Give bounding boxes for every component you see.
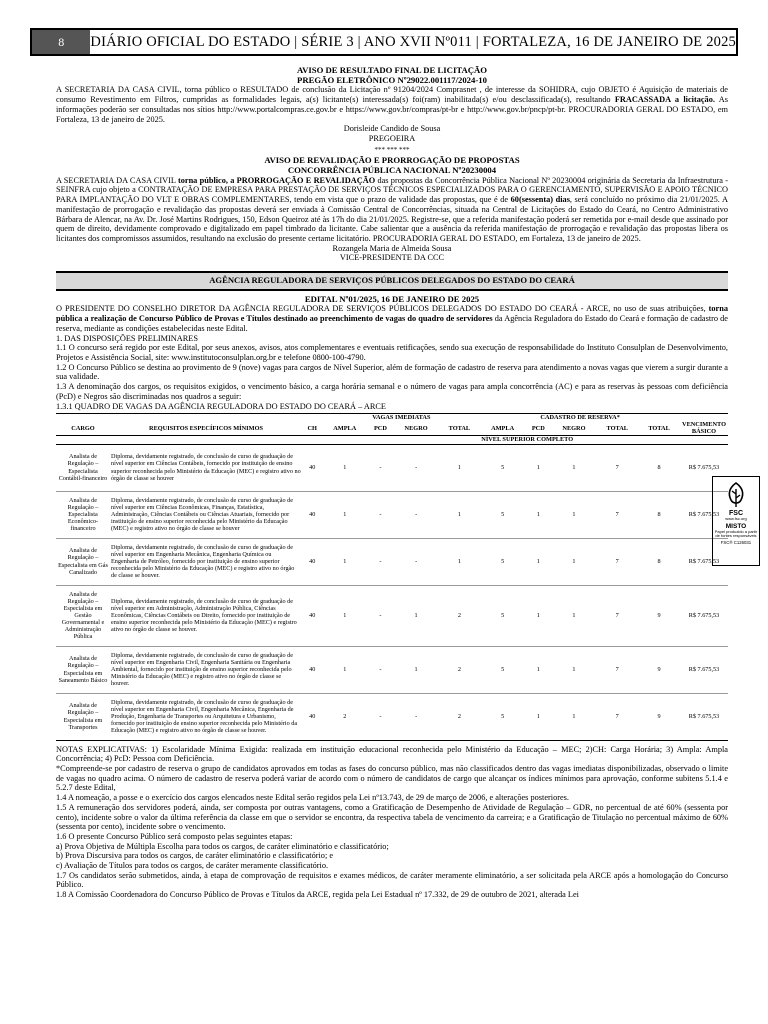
notice-result-body (56, 85, 728, 124)
th-pcd-2: PCD (531, 424, 545, 432)
notice-revalidation (56, 156, 728, 263)
cell-pcd-2: 1 (525, 693, 552, 740)
th-req: REQUISITOS ESPECÍFICOS MÍNIMOS (149, 424, 263, 432)
cell-vencimento: R$ 7.675,53 (680, 585, 728, 646)
agency-section-bar: AGÊNCIA REGULADORA DE SERVIÇOS PÚBLICOS DELEGADOS DO ESTADO DO CEARÁ (56, 271, 728, 291)
th-empty-1 (56, 414, 110, 422)
notice-revalidation-title: AVISO DE REVALIDAÇÃO E PRORROGAÇÃO DE PROPOSTAS (264, 155, 520, 166)
cell-req: Diploma, devidamente registrado, de conclusão de curso de graduação de nível superior em Ciências Econômicas, Finanças, Estatística, Administração, Ciências Contábeis ou Ciências Atuariais, fornecido por instituição de ensino superior reconhecida pelo Ministério da Educação (MEC) e registro ativo no órgão de classe se houver (110, 491, 302, 538)
page-header (30, 28, 738, 56)
th-total-3: TOTAL (648, 424, 670, 432)
cell-total-3: 8 (638, 538, 680, 585)
th-level-empty (56, 436, 480, 444)
edital (56, 295, 728, 411)
notice-result-text-end: As informações poderão ser consultadas nos sítios http://www.portalcompras.ce.gov.br e https://www.gov.br/compras/pt-br e http://www.gov.br/pncp/pt-br. PROCURADORIA GERAL DO ESTADO, em Fortaleza, 13 de janeiro de 2025. (56, 95, 728, 124)
fsc-tree-icon (721, 480, 751, 510)
cell-vencimento: R$ 7.675,53 (680, 491, 728, 538)
th-total: TOTAL (448, 424, 471, 432)
cell-ampla-2: 5 (480, 585, 525, 646)
cell-negro-2: 1 (552, 585, 597, 646)
cell-ampla-2: 5 (480, 444, 525, 491)
cell-ampla: 1 (322, 538, 367, 585)
page-number: 8 (32, 30, 90, 54)
journal-header-title: DIÁRIO OFICIAL DO ESTADO | SÉRIE 3 | ANO XVII Nº011 | FORTALEZA, 16 DE JANEIRO DE 2025 (90, 33, 736, 50)
cell-vencimento: R$ 7.675,53 (680, 693, 728, 740)
cell-total-2: 7 (596, 693, 638, 740)
table-row (56, 491, 728, 538)
cell-negro: - (394, 491, 439, 538)
cell-negro-2: 1 (552, 693, 597, 740)
cell-pcd: - (367, 444, 394, 491)
cell-cargo: Analista de Regulação – Especialista Contábil-financeiro (56, 444, 110, 491)
edital-item-1-8: 1.8 A Comissão Coordenadora do Concurso Público de Provas e Títulos da ARCE, regida pela Lei Estadual nº 17.332, de 29 de outubro de 2021, alterada Lei (56, 890, 579, 900)
cell-negro-2: 1 (552, 444, 597, 491)
notice-result-text: A SECRETARIA DA CASA CIVIL, torna público o RESULTADO de conclusão da Licitação nº 91204/2024 Comprasnet , de interesse da SOHIDRA, cujo OBJETO é Aquisição de materiais de consumo Revestimento em Filtros, cumpridas as formalidades legais, a(s) licitante(s) interessada(s) foi(ram) inabilitada(s) e/ou desclassificada(s), resultando (56, 85, 728, 105)
cell-req: Diploma, devidamente registrado, de conclusão de curso de graduação de nível superior em Engenharia Civil, Engenharia Mecânica, Engenharia de Produção, Engenharia de Transportes ou Arquitetura e Urbanismo, fornecido por instituição de ensino superior reconhecida pelo Ministério da Educação (MEC) e registro ativo no órgão de classe se houver. (110, 693, 302, 740)
cell-req: Diploma, devidamente registrado, de conclusão de curso de graduação de nível superior em Engenharia Mecânica, Engenharia Química ou Engenharia de Petróleo, fornecido por instituição de ensino superior reconhecida pelo Ministério da Educação (MEC) e registro ativo no órgão de classe se houver. (110, 538, 302, 585)
edital-item-1-4: 1.4 A nomeação, a posse e o exercício dos cargos elencados neste Edital serão regidos pela Lei nº13.743, de 29 de março de 2006, e alterações posteriores. (56, 793, 569, 803)
notice-revalidation-text-a: A SECRETARIA DA CASA CIVIL (56, 175, 178, 185)
cell-ampla-2: 5 (480, 538, 525, 585)
edital-item-1-6-c: c) Avaliação de Títulos para todos os cargos, de caráter meramente classificatório. (56, 861, 329, 871)
cell-ampla: 1 (322, 444, 367, 491)
notice-result-bold: FRACASSADA a licitação. (614, 95, 715, 105)
cell-ampla-2: 5 (480, 693, 525, 740)
edital-intro (56, 304, 728, 333)
cell-negro: 1 (394, 646, 439, 693)
fsc-seal (712, 476, 760, 566)
edital-intro-bold: torna pública a realização de Concurso Público de Provas e Títulos destinado ao preenchimento de vagas do quadro de servidores (56, 304, 728, 324)
cell-total: 2 (438, 646, 480, 693)
table-row (56, 585, 728, 646)
cell-ch: 40 (302, 693, 322, 740)
cell-ch: 40 (302, 538, 322, 585)
cell-cargo: Analista de Regulação – Especialista em Gestão Governamental e Administração Pública (56, 585, 110, 646)
cell-pcd-2: 1 (525, 444, 552, 491)
cell-negro: 1 (394, 585, 439, 646)
cell-cargo: Analista de Regulação – Especialista em Saneamento Básico (56, 646, 110, 693)
cell-negro: - (394, 444, 439, 491)
cell-total: 1 (438, 491, 480, 538)
edital-item-1-3: 1.3 A denominação dos cargos, os requisitos exigidos, o vencimento básico, a carga horária semanal e o número de vagas para ampla concorrência (AC) e para as reservas às pessoas com deficiência (PcD) e Negros são discriminadas nos quadros a seguir: (56, 382, 728, 401)
cell-total-3: 9 (638, 585, 680, 646)
cell-vencimento: R$ 7.675,53 (680, 646, 728, 693)
edital-item-1-6-b: b) Prova Discursiva para todos os cargos, de caráter eliminatório e classificatório; e (56, 851, 334, 861)
cell-ch: 40 (302, 444, 322, 491)
cell-ampla-2: 5 (480, 491, 525, 538)
th-ampla-2: AMPLA (491, 424, 515, 432)
cell-total: 1 (438, 538, 480, 585)
edital-item-1-5: 1.5 A remuneração dos servidores poderá, ainda, ser composta por outras vantagens, como a Gratificação de Desempenho de Atividade de Regulação – GDR, no percentual de até 60% (sessenta por cento), incidente sobre o valor da última referência da classe em que o servidor se encontra, da respectiva tabela de vencimento da carreira; e a Gratificação de Titulação no percentual máximo de 60% (sessenta por cento), incidente sobre o vencimento. (56, 802, 728, 832)
cell-total-3: 8 (638, 444, 680, 491)
cell-total-2: 7 (596, 585, 638, 646)
explanatory-notes (56, 745, 728, 900)
edital-item-1-7: 1.7 Os candidatos serão submetidos, ainda, à etapa de comprovação de requisitos e exames médicos, de caráter meramente eliminatório, a ser solicitada pela ARCE após a homologação do Concurso Público. (56, 870, 728, 890)
cell-total: 2 (438, 693, 480, 740)
edital-title: EDITAL Nº01/2025, 16 DE JANEIRO DE 2025 (304, 293, 480, 304)
cell-pcd-2: 1 (525, 585, 552, 646)
cell-negro: - (394, 538, 439, 585)
cell-total-3: 9 (638, 693, 680, 740)
cell-pcd: - (367, 538, 394, 585)
th-empty-4 (680, 414, 728, 422)
edital-intro-text-end: da Agência Reguladora do Estado do Ceará e formação de cadastro de reserva, mediante as condições estabelecidas neste Edital. (56, 314, 728, 333)
table-row (56, 693, 728, 740)
cell-vencimento: R$ 7.675,53 (680, 538, 728, 585)
notice-revalidation-text-c: , será concluído no próximo dia 21/01/2025. A manifestação de prorrogação e revalidação das propostas deverá ser enviada à Comissão Central de Concorrências, situada na Central de Licitações do Estado do Ceará, no Centro Administrativo Bárbara de Alencar, na Av. Dr. José Martins Rodrigues, 150, Edson Queiroz até às 17h do dia 21/01/2025. Registre-se, que a referida manifestação poderá ser remetida por e-mail desde que assinado por quem de direito, devidamente comprovado e digitalizado em papel timbrado da licitante. Cabe salientar que a ausência da referida manifestação de prorrogação e revalidação das propostas libera os licitantes dos compromissos assumidos, resultando na exclusão do presente certame licitatório. PROCURADORIA GERAL DO ESTADO, em Fortaleza, 13 de janeiro de 2025. (56, 195, 728, 243)
th-empty-3 (302, 414, 322, 422)
cell-total-2: 7 (596, 646, 638, 693)
cell-ampla: 2 (322, 693, 367, 740)
edital-item-1-6-a: a) Prova Objetiva de Múltipla Escolha para todos os cargos, de caráter eliminatório e classificatório; (56, 841, 389, 851)
th-ch: CH (307, 424, 317, 432)
notice-revalidation-bold-1: torna público, a PRORROGAÇÃO E REVALIDAÇÃO (177, 175, 376, 185)
cell-ch: 40 (302, 491, 322, 538)
th-group-vagas: VAGAS IMEDIATAS (322, 414, 480, 422)
fsc-mark: FSC (729, 510, 743, 517)
th-group-cadastro: CADASTRO DE RESERVA* (480, 414, 680, 422)
th-vencimento: VENCIMENTO BÁSICO (682, 421, 726, 436)
edital-section-1: 1. DAS DISPOSIÇÕES PRELIMINARES (56, 333, 198, 343)
cell-vencimento: R$ 7.675,53 (680, 444, 728, 491)
th-pcd: PCD (373, 424, 387, 432)
note-explicativas: NOTAS EXPLICATIVAS: 1) Escolaridade Mínima Exigida: realizada em instituição educacional reconhecida pelo Ministério da Educação – MEC; 2)CH: Carga Horária; 3) Ampla: Ampla Concorrência; 4) PcD: Pessoa com Deficiência. (56, 744, 728, 764)
cell-negro-2: 1 (552, 491, 597, 538)
cell-ch: 40 (302, 585, 322, 646)
table-row (56, 538, 728, 585)
table-level-row (56, 436, 728, 444)
cell-cargo: Analista de Regulação – Especialista Econômico-financeiro (56, 491, 110, 538)
cell-total-3: 9 (638, 646, 680, 693)
cell-negro-2: 1 (552, 538, 597, 585)
edital-intro-text: O PRESIDENTE DO CONSELHO DIRETOR DA AGÊNCIA REGULADORA DE SERVIÇOS PÚBLICOS DELEGADOS DO ESTADO DO CEARÁ - ARCE, no uso de suas atribuições, (56, 304, 709, 314)
edital-item-1-3-1: 1.3.1 QUADRO DE VAGAS DA AGÊNCIA REGULADORA DO ESTADO DO CEARÁ – ARCE (56, 401, 387, 411)
cell-ampla-2: 5 (480, 646, 525, 693)
cell-total-2: 7 (596, 491, 638, 538)
notice-revalidation-text-b: das propostas da Concorrência Pública Nacional Nº 20230004 originária da Secretaria da Infraestrutura - SEINFRA cujo objeto a CONTRATAÇÃO DE EMPRESA PARA PRESTAÇÃO DE SERVIÇOS TÉCNICOS ESPECIALIZADOS PARA O GERENCIAMENTO, SUPERVISÃO E APOIO TÉCNICO PARA IMPLANTAÇÃO DO VLT E OBRAS COMPLEMENTARES, tendo em vista que o prazo de validade das propostas, que é de (56, 175, 728, 205)
notice-result-signer-role: PREGOEIRA (368, 133, 416, 143)
cell-cargo: Analista de Regulação – Especialista em Transportes (56, 693, 110, 740)
cell-cargo: Analista de Regulação – Especialista em Gás Canalizado (56, 538, 110, 585)
th-negro-2: NEGRO (562, 424, 586, 432)
edital-item-1-1: 1.1 O concurso será regido por este Edital, por seus anexos, avisos, atos complementares e eventuais retificações, sendo sua execução de responsabilidade do Instituto Consulplan de Desenvolvimento, Projetos e Assistência Social, site: www.institutoconsulplan.org.br e telefone 0800-100-4790. (56, 343, 728, 362)
cell-ampla: 1 (322, 585, 367, 646)
cell-req: Diploma, devidamente registrado, de conclusão de curso de graduação de nível superior em Administração, Administração Pública, Ciências Econômicas, Ciências Contábeis ou Direito, fornecido por instituição de ensino superior reconhecida pelo Ministério da Educação (MEC) e registro ativo no órgão de classe se houver. (110, 585, 302, 646)
cell-req: Diploma, devidamente registrado, de conclusão de curso de graduação de nível superior em Engenharia Civil, Engenharia Sanitária ou Engenharia Ambiental, fornecido por instituição de ensino superior reconhecida pelo Ministério da Educação (MEC) e registro ativo no órgão de classe se houver. (110, 646, 302, 693)
notice-revalidation-signer-role: VICE-PRESIDENTE DA CCC (339, 253, 445, 263)
notice-revalidation-subtitle: CONCORRÊNCIA PÚBLICA NACIONAL Nº20230004 (287, 165, 497, 176)
cell-total: 1 (438, 444, 480, 491)
cell-total-2: 7 (596, 444, 638, 491)
table-row (56, 646, 728, 693)
notice-result-subtitle: PREGÃO ELETRÔNICO Nº29022.001117/2024-10 (297, 74, 487, 85)
cell-total: 2 (438, 585, 480, 646)
cell-pcd: - (367, 491, 394, 538)
cell-total-2: 7 (596, 538, 638, 585)
separator: *** *** *** (374, 145, 410, 154)
fsc-label: MISTO (725, 522, 747, 530)
notice-revalidation-signer: Rozangela Maria de Almeida Sousa (332, 243, 452, 253)
notice-revalidation-body (56, 176, 728, 244)
cell-pcd: - (367, 585, 394, 646)
th-total-2: TOTAL (606, 424, 628, 432)
table-row (56, 444, 728, 491)
th-level: NÍVEL SUPERIOR COMPLETO (480, 436, 728, 444)
cell-negro: - (394, 693, 439, 740)
cell-pcd-2: 1 (525, 491, 552, 538)
cell-pcd: - (367, 646, 394, 693)
edital-item-1-2: 1.2 O Concurso Público se destina ao provimento de 9 (nove) vagas para cargos de Nível Superior, além de formação de cadastro de reserva para atendimento a novas vagas que vierem a surgir durante a sua validade. (56, 362, 728, 382)
notice-result-title: AVISO DE RESULTADO FINAL DE LICITAÇÃO (296, 65, 488, 75)
note-cadastro-reserva: *Compreende-se por cadastro de reserva o grupo de candidatos aprovados em todas as fases do concurso público, mas não classificados dentro das vagas imediatas disponibilizadas, observado o limite de vagas no quadro acima. O número de cadastro de reserva poderá variar de acordo com o número de candidatos de cargo que alcançar os índices mínimos para aprovação, conforme subitens 5.1.4 e 5.2.7 deste Edital, (56, 763, 728, 793)
notice-revalidation-bold-2: 60(sessenta) dias (510, 195, 570, 205)
table-group-header (56, 414, 728, 422)
cell-negro-2: 1 (552, 646, 597, 693)
edital-item-1-6: 1.6 O presente Concurso Público será composto pelas seguintes etapas: (56, 831, 293, 841)
cell-ampla: 1 (322, 646, 367, 693)
cell-pcd-2: 1 (525, 538, 552, 585)
notice-result-signer: Dorisleide Candido de Sousa (343, 124, 441, 134)
cell-pcd-2: 1 (525, 646, 552, 693)
table-column-header (56, 421, 728, 436)
fsc-description: Papel produzido a partir de fontes responsáveis (714, 528, 758, 538)
notice-result (56, 66, 728, 144)
th-cargo: CARGO (71, 424, 95, 432)
cell-req: Diploma, devidamente registrado, de conclusão de curso de graduação de nível superior em Ciências Contábeis, fornecido por instituição de ensino superior reconhecida pelo Ministério da Educação (MEC) e registro ativo no órgão de classe se houver (110, 444, 302, 491)
cell-total-3: 8 (638, 491, 680, 538)
fsc-url: www.fsc.org (725, 516, 747, 521)
cell-ampla: 1 (322, 491, 367, 538)
vacancy-table (56, 413, 728, 740)
th-empty-2 (110, 414, 302, 422)
fsc-code: FSC® C126031 (720, 539, 752, 545)
th-ampla: AMPLA (333, 424, 357, 432)
page-content (56, 66, 728, 900)
th-negro: NEGRO (404, 424, 428, 432)
cell-pcd: - (367, 693, 394, 740)
cell-ch: 40 (302, 646, 322, 693)
